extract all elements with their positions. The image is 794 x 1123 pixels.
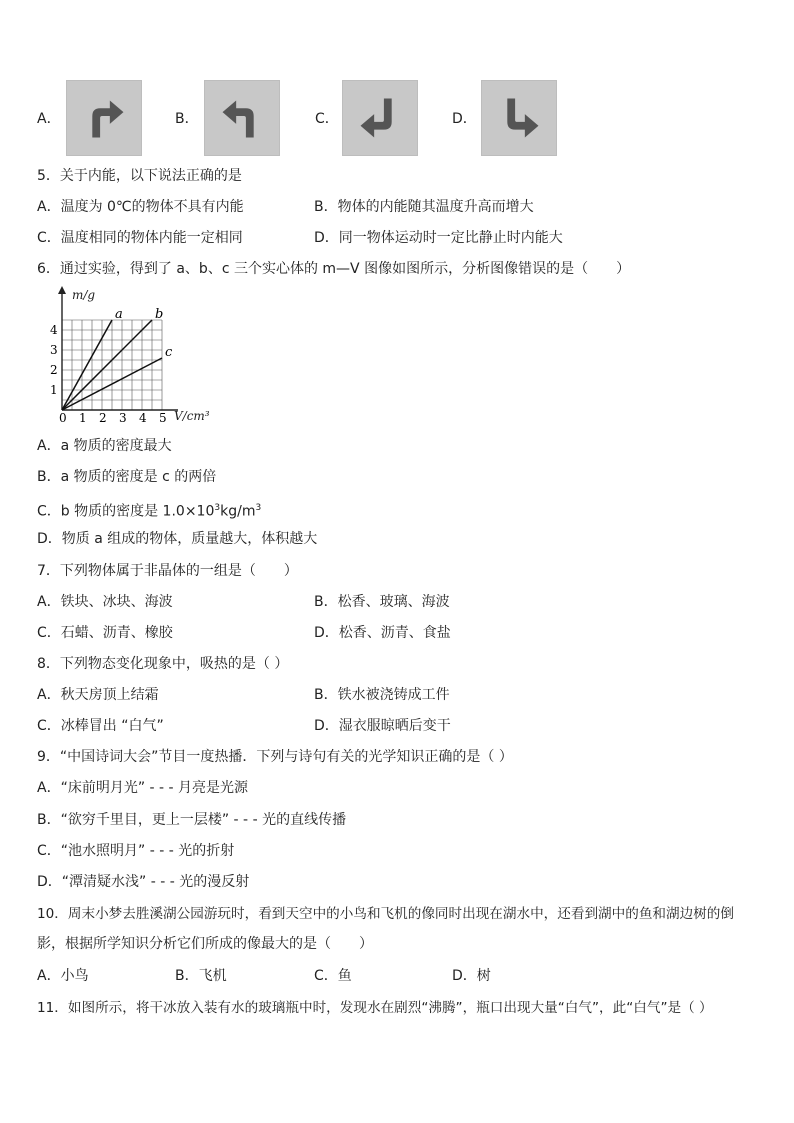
x-tick-label: 2 [99,411,107,424]
option-c-label: C． [315,111,339,127]
q6-option-d[interactable]: D．物质 a 组成的物体，质量越大，体积越大 [37,531,318,547]
x-tick-label: 0 [59,411,67,424]
series-label-a: a [115,307,123,322]
series-label-b: b [155,307,164,322]
y-axis-label: m/g [72,288,96,302]
question-10-stem-line-2: 影，根据所学知识分析它们所成的像最大的是（ ） [37,936,373,952]
q9-option-d[interactable]: D．“潭清疑水浅” - - - 光的漫反射 [37,874,250,890]
q5-option-c[interactable]: C．温度相同的物体内能一定相同 [37,230,243,246]
q7-option-d[interactable]: D．松香、沥青、食盐 [314,625,451,641]
m-v-graph [44,284,226,424]
option-a-label: A． [37,111,61,127]
q6-option-c-exponent: 3 [214,503,221,513]
x-tick-label: 1 [79,411,87,424]
q5-option-b[interactable]: B．物体的内能随其温度升高而增大 [314,199,534,215]
series-label-c: c [165,345,173,360]
q7-option-a[interactable]: A．铁块、冰块、海波 [37,594,173,610]
series-line-b [62,320,152,410]
q8-option-b[interactable]: B．铁水被浇铸成工件 [314,687,450,703]
question-11-stem: 11．如图所示，将干冰放入装有水的玻璃瓶中时，发现水在剧烈“沸腾”，瓶口出现大量“白气”，此“白气”是（ ） [37,1000,713,1016]
question-5-stem: 5．关于内能，以下说法正确的是 [37,168,242,184]
q6-option-c-text: C．b 物质的密度是 1.0×10 [37,503,215,520]
down-right-arrow-icon [481,80,557,156]
x-axis-label: V/cm³ [174,409,210,423]
q6-option-a[interactable]: A．a 物质的密度最大 [37,438,172,454]
q10-option-c[interactable]: C．鱼 [314,968,352,984]
down-left-arrow-icon [342,80,418,156]
q9-option-a[interactable]: A．“床前明月光” - - - 月亮是光源 [37,780,249,796]
y-tick-label: 4 [50,323,58,337]
x-tick-label: 4 [139,411,147,424]
turn-left-arrow-icon [204,80,280,156]
q10-option-b[interactable]: B．飞机 [175,968,227,984]
q5-option-a[interactable]: A．温度为 0℃的物体不具有内能 [37,199,244,215]
q5-option-d[interactable]: D．同一物体运动时一定比静止时内能大 [314,230,563,246]
question-6-stem: 6．通过实验，得到了 a、b、c 三个实心体的 m—V 图像如图所示，分析图像错误的是（ ） [37,261,631,277]
q7-option-b[interactable]: B．松香、玻璃、海波 [314,594,450,610]
chart-axes [58,286,178,410]
q8-option-c[interactable]: C．冰棒冒出 “白气” [37,718,164,734]
y-tick-label: 2 [50,363,58,377]
option-d-label: D． [452,111,477,127]
option-b-label: B． [175,111,199,127]
question-10-stem-line-1: 10．周末小梦去胜溪湖公园游玩时，看到天空中的小鸟和飞机的像同时出现在湖水中，还看到湖中的鱼和湖边树的倒 [37,906,734,922]
question-8-stem: 8．下列物态变化现象中，吸热的是（ ） [37,656,289,672]
q10-option-a[interactable]: A．小鸟 [37,968,89,984]
q9-option-b[interactable]: B．“欲穷千里目，更上一层楼” - - - 光的直线传播 [37,812,347,828]
y-tick-label: 3 [50,343,58,357]
q6-option-c-unit-exponent: 3 [255,503,262,513]
q8-option-a[interactable]: A．秋天房顶上结霜 [37,687,159,703]
q6-option-b[interactable]: B．a 物质的密度是 c 的两倍 [37,469,217,485]
y-tick-label: 1 [50,383,58,397]
q6-option-c[interactable] [37,498,261,522]
q9-option-c[interactable]: C．“池水照明月” - - - 光的折射 [37,843,235,859]
x-tick-label: 3 [119,411,127,424]
q7-option-c[interactable]: C．石蜡、沥青、橡胶 [37,625,173,641]
q8-option-d[interactable]: D．湿衣服晾晒后变干 [314,718,451,734]
question-7-stem: 7．下列物体属于非晶体的一组是（ ） [37,563,298,579]
q6-option-c-unit: kg/m [220,503,256,520]
turn-right-arrow-icon [66,80,142,156]
question-9-stem: 9．“中国诗词大会”节目一度热播．下列与诗句有关的光学知识正确的是（ ） [37,749,513,765]
x-tick-label: 5 [159,411,167,424]
q10-option-d[interactable]: D．树 [452,968,491,984]
